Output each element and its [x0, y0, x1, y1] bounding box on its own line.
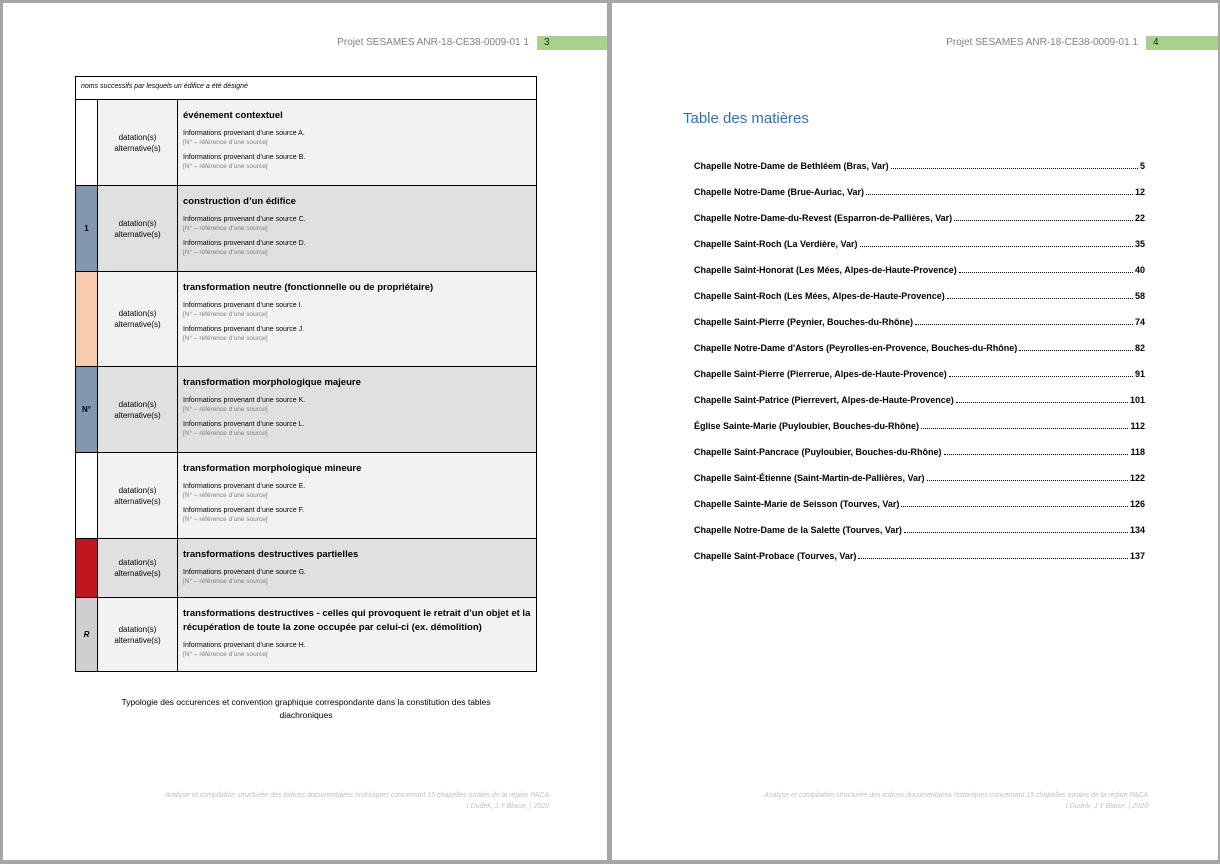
toc-entry-label: Chapelle Saint-Étienne (Saint-Martin-de-Pallières, Var)	[694, 473, 925, 483]
dating-label: alternative(s)	[114, 410, 161, 420]
event-description-cell	[178, 100, 536, 185]
dating-label: alternative(s)	[114, 229, 161, 239]
dating-label: alternative(s)	[114, 320, 161, 329]
toc-entry-label: Chapelle Saint-Honorat (Les Mées, Alpes-de-Haute-Provence)	[694, 265, 957, 275]
toc-entry[interactable]	[694, 541, 1145, 567]
occurrence-color-marker	[76, 453, 98, 538]
source-entry	[183, 482, 532, 500]
event-type-title: transformation morphologique mineure	[183, 463, 362, 474]
toc-entry[interactable]	[694, 151, 1145, 177]
dating-label: alternative(s)	[114, 569, 161, 578]
legend-table-header: noms successifs par lesquels un édifice a été désigné	[76, 77, 536, 100]
toc-dot-leader	[866, 194, 1133, 195]
toc-entry-page-number: 134	[1129, 525, 1145, 535]
toc-entry-page-number: 82	[1134, 343, 1145, 353]
toc-dot-leader	[1019, 350, 1133, 351]
toc-dot-leader	[858, 558, 1128, 559]
dating-label: datation(s)	[118, 309, 157, 318]
toc-entry-label: Chapelle Notre-Dame de Bethléem (Bras, Var)	[694, 161, 889, 171]
source-entry	[183, 239, 532, 257]
legend-rows	[76, 100, 536, 671]
legend-row	[76, 598, 536, 671]
source-reference: [N° – référence d’une source]	[183, 311, 268, 318]
header-project-text: Projet SESAMES ANR-18-CE38-0009-01 1	[946, 37, 1138, 48]
toc-dot-leader	[904, 532, 1128, 533]
source-entry	[183, 301, 532, 319]
toc-dot-leader	[927, 480, 1128, 481]
event-description-cell	[178, 186, 536, 271]
event-description-cell	[178, 367, 536, 452]
event-type-title: événement contextuel	[183, 110, 283, 121]
event-description-cell	[178, 539, 536, 597]
toc-entry[interactable]	[694, 177, 1145, 203]
occurrence-color-marker	[76, 100, 98, 185]
dating-label: datation(s)	[118, 558, 157, 567]
occurrence-color-marker: R	[76, 598, 98, 671]
footer-line: I.Dudek, J.Y Blaise, | 2020	[466, 803, 549, 810]
legend-row	[76, 539, 536, 598]
dating-cell	[98, 100, 178, 185]
source-info: Informations provenant d’une source J.	[183, 326, 305, 333]
source-entry	[183, 641, 532, 659]
source-reference: [N° – référence d’une source]	[183, 249, 268, 256]
toc-entry-page-number: 91	[1134, 369, 1145, 379]
header-page-number: 3	[537, 36, 607, 50]
event-type-title: transformations destructives partielles	[183, 549, 359, 560]
dating-label: datation(s)	[118, 485, 157, 495]
footer-line: Analyse et compilation structurée des indices documentaires historiques concernant 15 chapelles rurales de la région PACA	[764, 792, 1148, 799]
toc-entry-label: Chapelle Saint-Probace (Tourves, Var)	[694, 551, 857, 561]
source-entry	[183, 215, 532, 233]
source-reference: [N° – référence d’une source]	[183, 516, 268, 523]
source-info: Informations provenant d’une source F.	[183, 507, 305, 514]
event-description-cell	[178, 598, 536, 671]
source-info: Informations provenant d’une source K.	[183, 397, 306, 404]
toc-entry-page-number: 122	[1129, 473, 1145, 483]
dating-label: datation(s)	[118, 624, 157, 634]
toc-entry-label: Chapelle Saint-Patrice (Pierrevert, Alpes-de-Haute-Provence)	[694, 395, 954, 405]
dating-cell	[98, 272, 178, 366]
source-reference: [N° – référence d’une source]	[183, 335, 268, 342]
toc-dot-leader	[956, 402, 1128, 403]
source-reference: [N° – référence d’une source]	[183, 225, 268, 232]
event-type-title: transformation neutre (fonctionnelle ou de propriétaire)	[183, 282, 434, 293]
header-page-number: 4	[1146, 36, 1218, 50]
toc-entry-label: Chapelle Sainte-Marie de Seisson (Tourves, Var)	[694, 499, 900, 509]
header-project-text: Projet SESAMES ANR-18-CE38-0009-01 1	[337, 37, 529, 48]
occurrence-color-marker: N°	[76, 367, 98, 452]
toc-entry-page-number: 112	[1130, 421, 1145, 431]
caption-line: diachroniques	[279, 710, 333, 720]
document-page-right	[612, 3, 1218, 860]
toc-entry[interactable]	[694, 255, 1145, 281]
source-reference: [N° – référence d’une source]	[183, 492, 268, 499]
toc-entry-page-number: 12	[1134, 187, 1145, 197]
dating-label: alternative(s)	[114, 635, 161, 645]
source-info: Informations provenant d’une source E.	[183, 483, 306, 490]
toc-entry-page-number: 137	[1129, 551, 1145, 561]
page-footer	[165, 790, 549, 812]
toc-entry-page-number: 58	[1134, 291, 1145, 301]
event-type-title: transformations destructives - celles qui provoquent le retrait d’un objet et la récupération de toute la zone occupée par celui-ci (ex. démolition)	[183, 608, 531, 633]
caption-line: Typologie des occurences et convention graphique correspondante dans la constitution des tables	[121, 697, 491, 707]
event-description-cell	[178, 272, 536, 366]
source-reference: [N° – référence d’une source]	[183, 430, 268, 437]
toc-entry[interactable]	[694, 359, 1145, 385]
toc-dot-leader	[860, 246, 1133, 247]
footer-line: Analyse et compilation structurée des indices documentaires historiques concernant 15 chapelles rurales de la région PACA	[165, 792, 549, 799]
toc-dot-leader	[947, 298, 1133, 299]
source-entry	[183, 420, 532, 438]
toc-entry-page-number: 74	[1134, 317, 1145, 327]
legend-row	[76, 100, 536, 186]
toc-entry[interactable]	[694, 515, 1145, 541]
toc-dot-leader	[949, 376, 1133, 377]
toc-entry[interactable]	[694, 437, 1145, 463]
source-info: Informations provenant d’une source I.	[183, 302, 303, 309]
toc-dot-leader	[944, 454, 1129, 455]
dating-label: datation(s)	[118, 399, 157, 409]
toc-entry-label: Chapelle Notre-Dame (Brue-Auriac, Var)	[694, 187, 865, 197]
dating-cell	[98, 598, 178, 671]
dating-label: datation(s)	[118, 132, 157, 142]
page-header	[3, 36, 607, 50]
document-page-left	[3, 3, 607, 860]
legend-row	[76, 367, 536, 453]
source-info: Informations provenant d’une source C.	[183, 216, 306, 223]
legend-row	[76, 186, 536, 272]
source-reference: [N° – référence d’une source]	[183, 406, 268, 413]
source-entry	[183, 153, 532, 171]
legend-table	[75, 76, 537, 672]
source-info: Informations provenant d’une source A.	[183, 130, 305, 137]
table-of-contents	[694, 151, 1145, 567]
toc-entry-page-number: 126	[1129, 499, 1145, 509]
toc-title: Table des matières	[683, 110, 809, 127]
toc-entry-page-number: 5	[1139, 161, 1145, 171]
toc-entry-label: Église Sainte-Marie (Puyloubier, Bouches-du-Rhône)	[694, 421, 920, 431]
page-footer	[764, 790, 1148, 812]
legend-row	[76, 272, 536, 367]
legend-row	[76, 453, 536, 539]
toc-entry-label: Chapelle Notre-Dame-du-Revest (Esparron-de-Pallières, Var)	[694, 213, 953, 223]
toc-entry-label: Chapelle Saint-Pierre (Peynier, Bouches-du-Rhône)	[694, 317, 914, 327]
toc-entry[interactable]	[694, 203, 1145, 229]
dating-cell	[98, 453, 178, 538]
source-info: Informations provenant d’une source D.	[183, 240, 306, 247]
occurrence-color-marker: 1	[76, 186, 98, 271]
toc-entry-label: Chapelle Notre-Dame d'Astors (Peyrolles-en-Provence, Bouches-du-Rhône)	[694, 343, 1018, 353]
toc-entry-page-number: 35	[1134, 239, 1145, 249]
toc-entry[interactable]	[694, 411, 1145, 437]
event-type-title: transformation morphologique majeure	[183, 377, 361, 388]
toc-entry-page-number: 22	[1134, 213, 1145, 223]
source-info: Informations provenant d’une source H.	[183, 642, 306, 649]
toc-entry-label: Chapelle Saint-Pierre (Pierrerue, Alpes-de-Haute-Provence)	[694, 369, 947, 379]
table-caption	[75, 696, 537, 722]
dating-label: alternative(s)	[114, 496, 161, 506]
toc-entry-label: Chapelle Notre-Dame de la Salette (Tourves, Var)	[694, 525, 902, 535]
source-info: Informations provenant d’une source G.	[183, 569, 306, 576]
toc-dot-leader	[921, 428, 1128, 429]
dating-label: datation(s)	[118, 218, 157, 228]
toc-dot-leader	[915, 324, 1133, 325]
toc-entry[interactable]	[694, 385, 1145, 411]
source-reference: [N° – référence d’une source]	[183, 578, 268, 585]
toc-entry[interactable]	[694, 307, 1145, 333]
toc-entry[interactable]	[694, 281, 1145, 307]
toc-entry-page-number: 40	[1134, 265, 1145, 275]
source-entry	[183, 506, 532, 524]
source-reference: [N° – référence d’une source]	[183, 139, 268, 146]
source-entry	[183, 396, 532, 414]
toc-dot-leader	[954, 220, 1133, 221]
toc-entry-label: Chapelle Saint-Pancrace (Puyloubier, Bouches-du-Rhône)	[694, 447, 942, 457]
toc-dot-leader	[959, 272, 1133, 273]
toc-entry-label: Chapelle Saint-Roch (Les Mées, Alpes-de-Haute-Provence)	[694, 291, 945, 301]
page-header	[612, 36, 1218, 50]
source-reference: [N° – référence d’une source]	[183, 163, 268, 170]
toc-entry-label: Chapelle Saint-Roch (La Verdière, Var)	[694, 239, 858, 249]
dating-cell	[98, 186, 178, 271]
dating-label: alternative(s)	[114, 143, 161, 153]
toc-dot-leader	[891, 168, 1138, 169]
dating-cell	[98, 539, 178, 597]
event-type-title: construction d’un édifice	[183, 196, 296, 207]
dating-cell	[98, 367, 178, 452]
toc-entry[interactable]	[694, 489, 1145, 515]
source-info: Informations provenant d’une source B.	[183, 154, 306, 161]
toc-entry[interactable]	[694, 463, 1145, 489]
footer-line: I.Dudek, J.Y Blaise, | 2020	[1065, 803, 1148, 810]
event-description-cell	[178, 453, 536, 538]
toc-dot-leader	[901, 506, 1128, 507]
toc-entry-page-number: 118	[1130, 447, 1145, 457]
source-info: Informations provenant d’une source L.	[183, 421, 305, 428]
toc-entry[interactable]	[694, 229, 1145, 255]
source-reference: [N° – référence d’une source]	[183, 651, 268, 658]
occurrence-color-marker	[76, 539, 98, 597]
source-entry	[183, 129, 532, 147]
toc-entry[interactable]	[694, 333, 1145, 359]
toc-entry-page-number: 101	[1129, 395, 1145, 405]
occurrence-color-marker	[76, 272, 98, 366]
source-entry	[183, 568, 532, 586]
source-entry	[183, 325, 532, 343]
